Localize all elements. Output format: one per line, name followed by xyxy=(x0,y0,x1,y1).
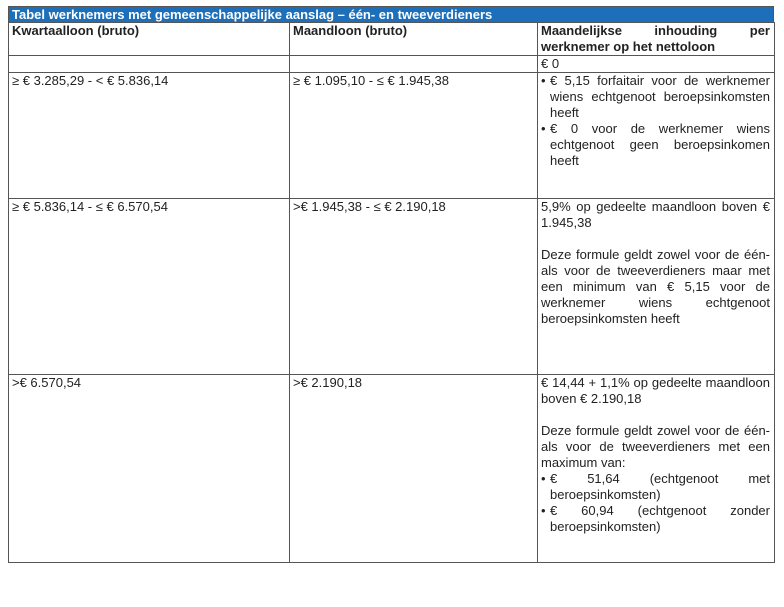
table-title: Tabel werknemers met gemeenschappelijke aanslag – één- en tweeverdieners xyxy=(8,6,774,22)
table-row xyxy=(9,199,775,375)
header-monthly-deduction: Maandelijkse inhouding per werknemer op het nettoloon xyxy=(538,23,775,56)
table-row xyxy=(9,375,775,563)
tax-table-container xyxy=(8,6,774,563)
cell-quarterly: >€ 6.570,54 xyxy=(9,375,290,563)
list-item: • € 51,64 (echtgenoot met beroepsinkomsten) xyxy=(541,471,770,503)
cell-quarterly: ≥ € 3.285,29 - < € 5.836,14 xyxy=(9,73,290,199)
withholding-table xyxy=(8,22,775,563)
list-item: • € 60,94 (echtgenoot zonder beroepsinkomsten) xyxy=(541,503,770,535)
cell-deduction xyxy=(538,375,775,563)
cell-quarterly xyxy=(9,56,290,73)
cell-monthly xyxy=(290,56,538,73)
deduction-formula: € 14,44 + 1,1% op gedeelte maandloon boven € 2.190,18 xyxy=(541,375,770,406)
deduction-bullet-list xyxy=(541,471,770,535)
cell-deduction: € 0 xyxy=(538,56,775,73)
cell-quarterly: ≥ € 5.836,14 - ≤ € 6.570,54 xyxy=(9,199,290,375)
header-quarterly-wage: Kwartaalloon (bruto) xyxy=(9,23,290,56)
table-row xyxy=(9,73,775,199)
cell-monthly: ≥ € 1.095,10 - ≤ € 1.945,38 xyxy=(290,73,538,199)
cell-monthly: >€ 1.945,38 - ≤ € 2.190,18 xyxy=(290,199,538,375)
deduction-note: Deze formule geldt zowel voor de één- als voor de tweeverdieners met een maximum van: xyxy=(541,423,770,470)
list-item: • € 0 voor de werknemer wiens echtgenoot geen beroepsinkomen heeft xyxy=(541,121,770,169)
header-monthly-wage: Maandloon (bruto) xyxy=(290,23,538,56)
cell-monthly: >€ 2.190,18 xyxy=(290,375,538,563)
table-header-row xyxy=(9,23,775,56)
table-row xyxy=(9,56,775,73)
cell-deduction xyxy=(538,73,775,199)
list-item: • € 5,15 forfaitair voor de werknemer wiens echtgenoot beroepsinkomsten heeft xyxy=(541,73,770,121)
deduction-formula: 5,9% op gedeelte maandloon boven € 1.945,38 xyxy=(541,199,770,230)
deduction-note: Deze formule geldt zowel voor de één- als voor de tweeverdieners maar met een minimum van € 5,15 voor de werknemer wiens echtgenoot beroepsinkomsten heeft xyxy=(541,247,770,326)
deduction-bullet-list xyxy=(541,73,770,169)
cell-deduction xyxy=(538,199,775,375)
